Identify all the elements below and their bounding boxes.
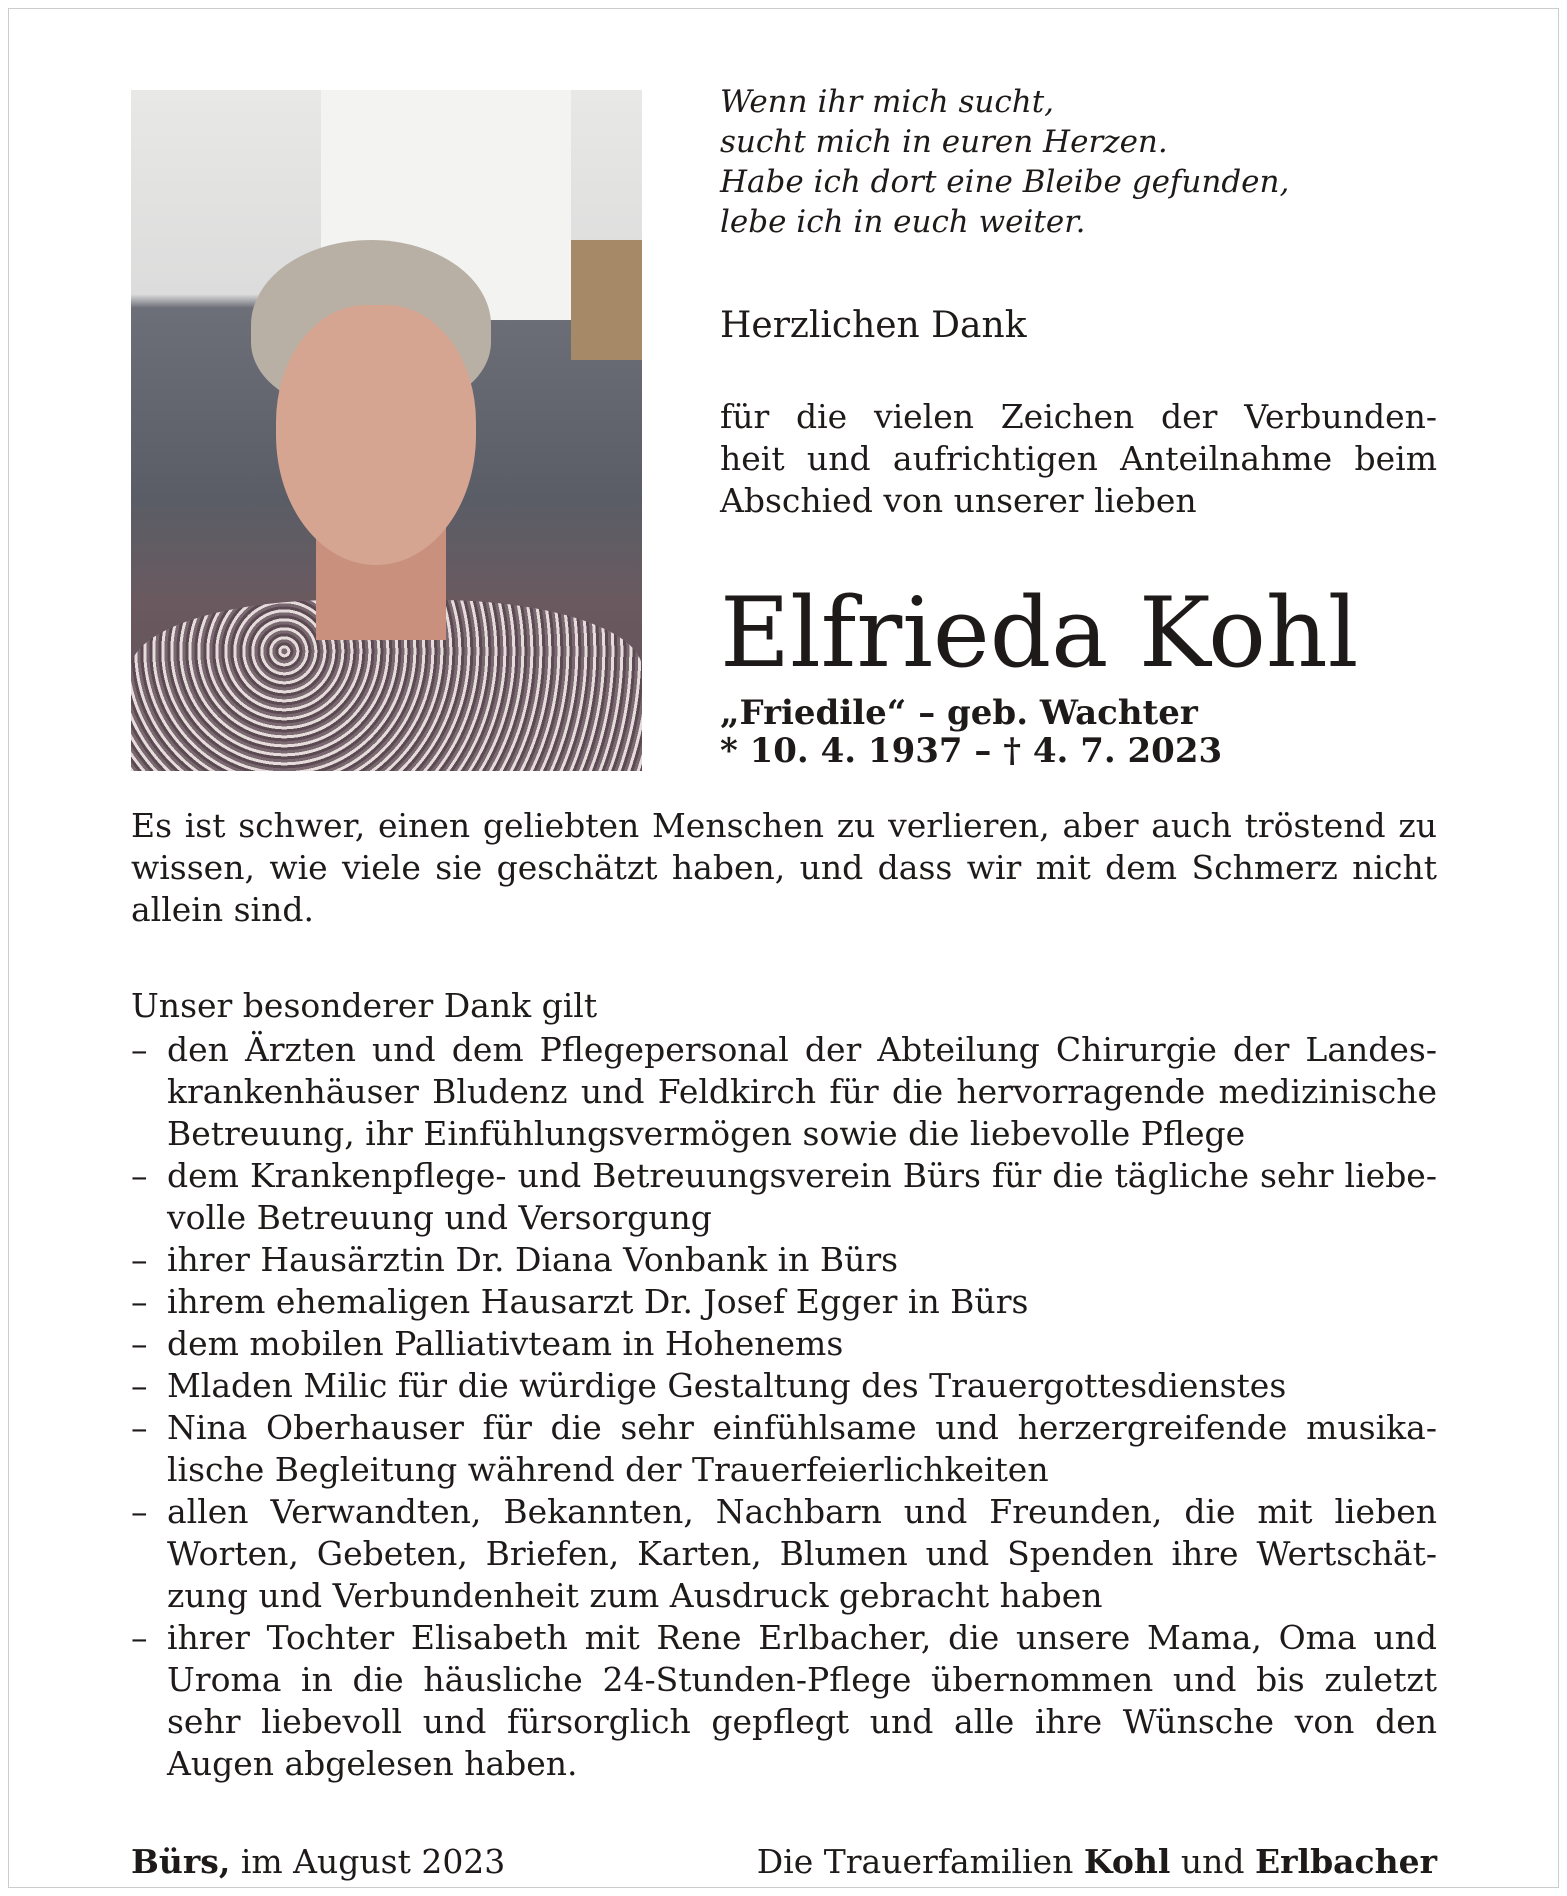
list-item-line: ihrer Hausärztin Dr. Diana Vonbank in Bürs [167,1240,899,1279]
thanks-list-lead: Unser besonderer Dank gilt [131,986,598,1025]
list-item-line: Worten, Gebeten, Briefen, Karten, Blumen und Spenden ihre Wertschät- [167,1534,1437,1573]
list-dash: – [131,1324,148,1363]
list-item-line: allen Verwandten, Bekannten, Nachbarn und Freunden, die mit lieben [167,1492,1437,1531]
thanks-heading: Herzlichen Dank [720,305,1027,346]
list-item-line: krankenhäuser Bludenz und Feldkirch für die hervorragende medizinische [167,1072,1437,1111]
place-date: Bürs, im August 2023 [131,1842,506,1881]
list-dash: – [131,1618,148,1657]
list-dash: – [131,1030,148,1069]
list-item-line: volle Betreuung und Versorgung [167,1198,712,1237]
list-item-line: sehr liebevoll und fürsorglich gepflegt und alle ihre Wünsche von den [167,1702,1437,1741]
list-item-line: dem mobilen Palliativteam in Hohenems [167,1324,844,1363]
list-item-line: lische Begleitung während der Trauerfeierlichkeiten [167,1450,1049,1489]
dates-line: * 10. 4. 1937 – † 4. 7. 2023 [720,731,1223,771]
list-item-line: zung und Verbundenheit zum Ausdruck gebracht haben [167,1576,1103,1615]
body-paragraph: Es ist schwer, einen geliebten Menschen zu verlieren, aber auch tröstend zu wissen, wie viele sie geschätzt haben, und dass wir mit dem Schmerz nicht allein sind. [131,806,1437,929]
nickname-line: „Friedile“ – geb. Wachter [720,693,1198,733]
list-item-line: Uroma in die häusliche 24-Stunden-Pflege übernommen und bis zuletzt [167,1660,1437,1699]
list-item [131,1029,1437,1155]
list-dash: – [131,1156,148,1195]
list-dash: – [131,1282,148,1321]
list-item-line: Augen abgelesen haben. [167,1744,578,1783]
list-item-line: den Ärzten und dem Pflegepersonal der Abteilung Chirurgie der Landes- [167,1030,1437,1069]
list-item-line: ihrer Tochter Elisabeth mit Rene Erlbacher, die unsere Mama, Oma und [167,1618,1437,1657]
name-details [720,694,1222,770]
poem: Wenn ihr mich sucht, sucht mich in euren Herzen. Habe ich dort eine Bleibe gefunden, lebe ich in euch weiter. [720,84,1290,240]
list-item [131,1491,1437,1617]
list-item-line: Mladen Milic für die würdige Gestaltung des Trauergottesdienstes [167,1366,1287,1405]
list-item [131,1365,1437,1407]
list-item-line: dem Krankenpflege- und Betreuungsverein Bürs für die tägliche sehr liebe- [167,1156,1437,1195]
list-item-line: Betreuung, ihr Einfühlungsvermögen sowie die liebevolle Pflege [167,1114,1246,1153]
thanks-list [131,985,1437,1785]
list-item [131,1323,1437,1365]
list-dash: – [131,1366,148,1405]
list-item [131,1155,1437,1239]
list-item [131,1239,1437,1281]
deceased-name: Elfrieda Kohl [720,577,1359,689]
list-item-line: Nina Oberhauser für die sehr einfühlsame und herzergreifende musika- [167,1408,1437,1447]
list-dash: – [131,1492,148,1531]
footer [131,1842,1437,1881]
list-item-line: ihrem ehemaligen Hausarzt Dr. Josef Egger in Bürs [167,1282,1029,1321]
list-item [131,1407,1437,1491]
signature-families: Die Trauerfamilien Kohl und Erlbacher [756,1842,1437,1881]
portrait-photo [131,90,642,771]
list-item [131,1281,1437,1323]
list-dash: – [131,1240,148,1279]
intro-text: für die vielen Zeichen der Verbunden- heit und aufrichtigen Anteilnahme beim Abschied von unserer lieben [720,397,1437,520]
list-dash: – [131,1408,148,1447]
list-item [131,1617,1437,1785]
